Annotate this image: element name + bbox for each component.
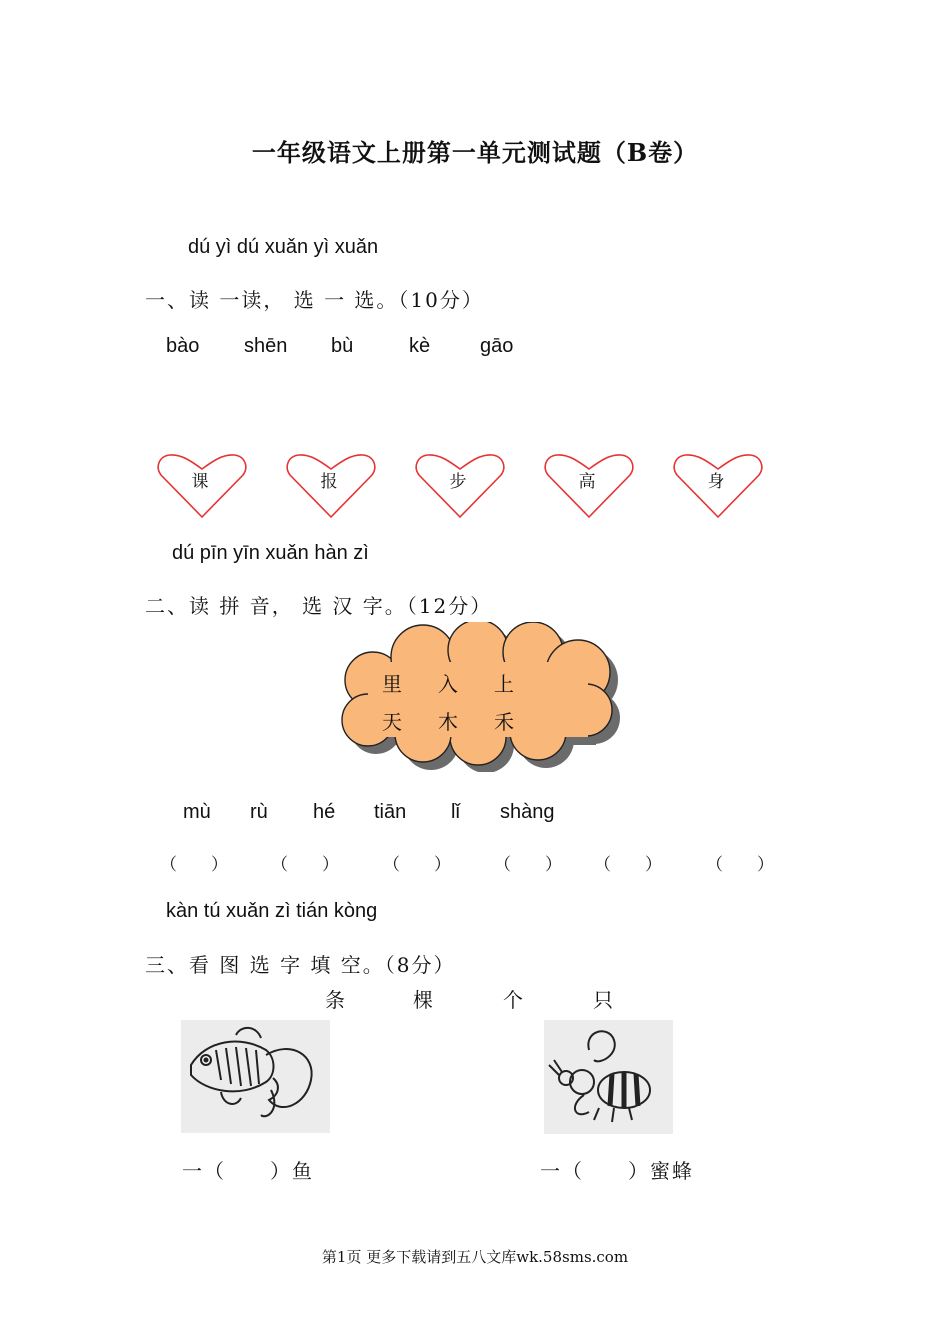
character-cloud <box>328 622 633 772</box>
option-pinyin: shàng <box>500 801 555 823</box>
option-pinyin: bù <box>331 335 354 357</box>
section1-question: 一、读 一读， 选 一 选。（10分） <box>145 288 484 312</box>
bee-icon <box>544 1020 673 1134</box>
page-footer: 第1页 更多下载请到五八文库wk.58sms.com <box>321 1248 629 1266</box>
word-choice: 个 <box>503 988 525 1012</box>
cloud-char: 天 <box>382 710 402 734</box>
cloud-char: 木 <box>438 710 458 734</box>
heart-choice[interactable] <box>544 453 636 519</box>
heart-choice[interactable] <box>286 453 378 519</box>
section1-pinyin: dú yì dú xuǎn yì xuǎn <box>188 236 379 258</box>
heart-char: 步 <box>449 472 467 492</box>
section3-question: 三、看 图 选 字 填 空。（8分） <box>145 953 456 977</box>
fill-item[interactable]: 一（ ）鱼 <box>182 1159 314 1183</box>
heart-char: 身 <box>707 472 725 492</box>
option-pinyin: lǐ <box>451 801 460 823</box>
option-pinyin: tiān <box>374 801 407 823</box>
fill-item[interactable]: 一（ ）蜜蜂 <box>540 1159 694 1183</box>
word-choice: 只 <box>593 988 615 1012</box>
option-pinyin: mù <box>183 801 211 823</box>
heart-choice[interactable] <box>415 453 507 519</box>
word-choice: 棵 <box>413 988 435 1012</box>
cloud-icon <box>328 622 633 772</box>
heart-char: 高 <box>578 472 596 492</box>
option-pinyin: bào <box>166 335 200 357</box>
goldfish-icon <box>181 1020 330 1133</box>
option-pinyin: gāo <box>480 335 514 357</box>
option-pinyin: rù <box>250 801 268 823</box>
answer-blank[interactable]: （ ） <box>160 855 228 875</box>
bee-image <box>544 1020 673 1134</box>
section2-question: 二、读 拼 音， 选 汉 字。（12分） <box>145 594 493 618</box>
cloud-char: 里 <box>382 672 402 696</box>
answer-blank[interactable]: （ ） <box>494 855 562 875</box>
page-title: 一年级语文上册第一单元测试题（B卷） <box>251 138 699 167</box>
answer-blank[interactable]: （ ） <box>706 855 774 875</box>
option-pinyin: kè <box>409 335 431 357</box>
option-pinyin: shēn <box>244 335 288 357</box>
goldfish-image <box>181 1020 330 1133</box>
answer-blank[interactable]: （ ） <box>383 855 451 875</box>
word-choice: 条 <box>325 988 347 1012</box>
cloud-char: 上 <box>494 672 514 696</box>
section2-pinyin: dú pīn yīn xuǎn hàn zì <box>172 542 369 564</box>
cloud-char: 禾 <box>494 710 514 734</box>
heart-char: 课 <box>191 472 209 492</box>
heart-char: 报 <box>320 472 338 492</box>
option-pinyin: hé <box>313 801 336 823</box>
answer-blank[interactable]: （ ） <box>594 855 662 875</box>
heart-choice[interactable] <box>673 453 765 519</box>
answer-blank[interactable]: （ ） <box>271 855 339 875</box>
heart-choice[interactable] <box>157 453 249 519</box>
cloud-char: 入 <box>438 672 458 696</box>
section3-pinyin: kàn tú xuǎn zì tián kòng <box>166 900 378 922</box>
